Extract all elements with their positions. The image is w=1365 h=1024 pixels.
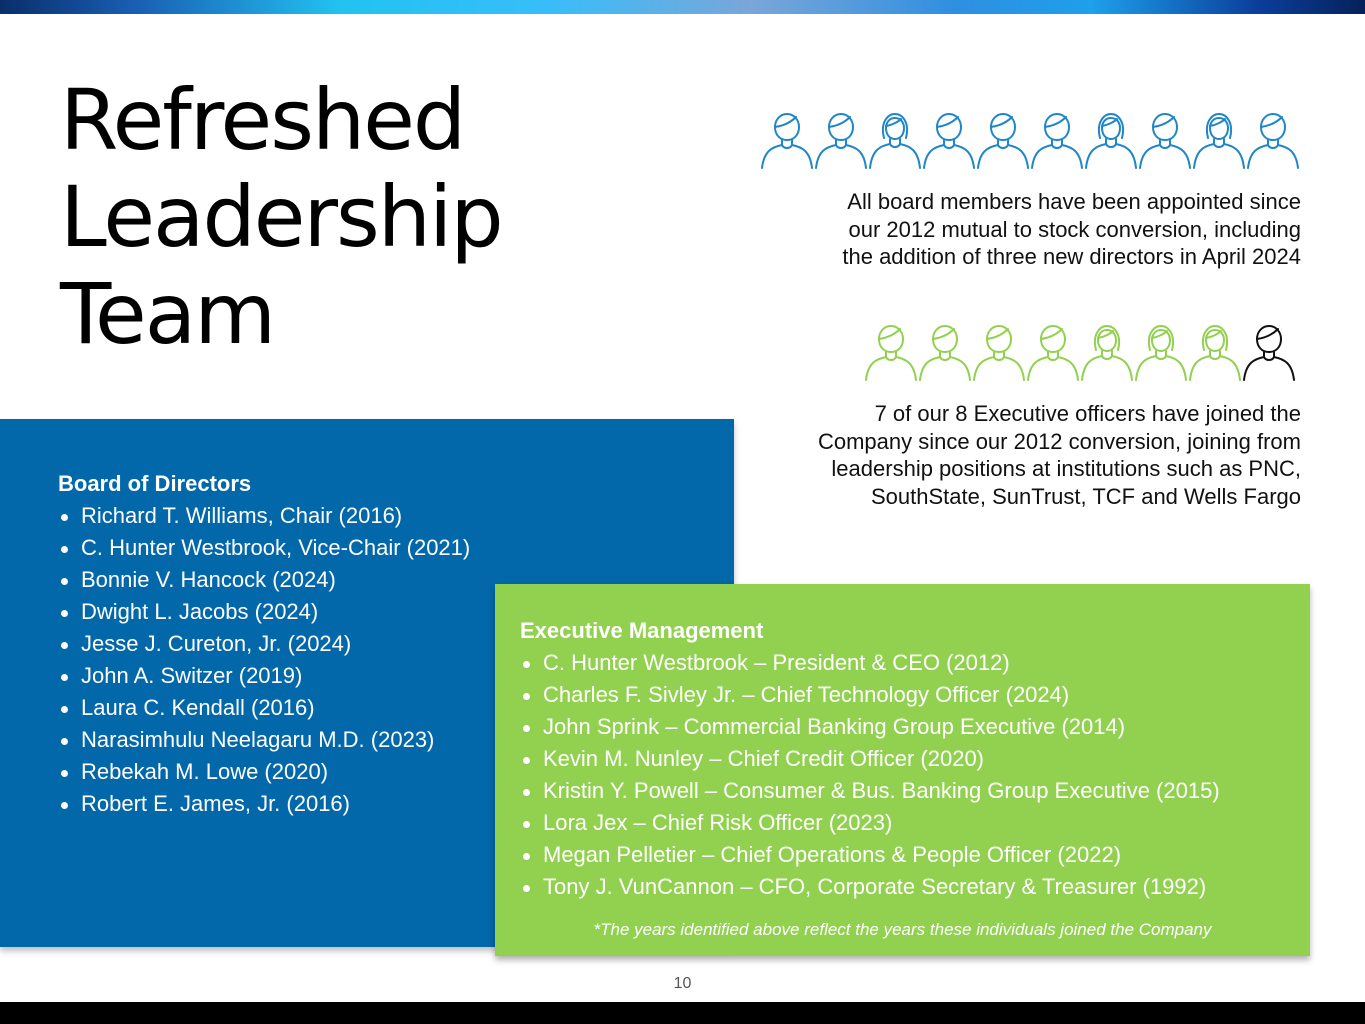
executive-member-item: John Sprink – Commercial Banking Group Executive (2014) <box>520 711 1220 743</box>
male-person-icon <box>922 108 976 170</box>
board-member-item: C. Hunter Westbrook, Vice-Chair (2021) <box>58 532 470 564</box>
executive-officers-icon-row <box>864 320 1296 382</box>
executive-member-item: Tony J. VunCannon – CFO, Corporate Secretary & Treasurer (1992) <box>520 871 1220 903</box>
years-footnote: *The years identified above reflect the years these individuals joined the Company <box>593 920 1212 939</box>
title-line: Team <box>60 265 275 363</box>
female-person-icon <box>1134 320 1188 382</box>
male-person-icon <box>972 320 1026 382</box>
board-member-item: Jesse J. Cureton, Jr. (2024) <box>58 628 470 660</box>
male-person-icon <box>1138 108 1192 170</box>
board-member-item: Bonnie V. Hancock (2024) <box>58 564 470 596</box>
slide-title <box>60 72 502 363</box>
top-accent-bar <box>0 0 1365 14</box>
male-person-icon <box>1242 320 1296 382</box>
female-person-icon <box>1192 108 1246 170</box>
board-member-item: Richard T. Williams, Chair (2016) <box>58 500 470 532</box>
board-members-icon-row <box>760 108 1300 170</box>
board-member-item: Robert E. James, Jr. (2016) <box>58 788 470 820</box>
stat-line: the addition of three new directors in April 2024 <box>842 244 1301 269</box>
executive-heading: Executive Management <box>520 618 764 643</box>
bottom-bar <box>0 1002 1365 1024</box>
male-person-icon <box>760 108 814 170</box>
stat-line: Company since our 2012 conversion, joining from <box>817 428 1301 454</box>
male-person-icon <box>976 108 1030 170</box>
board-member-item: Rebekah M. Lowe (2020) <box>58 756 470 788</box>
board-heading: Board of Directors <box>58 471 252 496</box>
board-member-item: Laura C. Kendall (2016) <box>58 692 470 724</box>
executive-management-list <box>520 615 1220 903</box>
stat-line: All board members have been appointed since <box>847 189 1301 214</box>
male-person-icon <box>864 320 918 382</box>
board-member-item: Dwight L. Jacobs (2024) <box>58 596 470 628</box>
exec-stat-text <box>818 400 1301 510</box>
male-person-icon <box>1026 320 1080 382</box>
executive-member-item: Megan Pelletier – Chief Operations & People Officer (2022) <box>520 839 1220 871</box>
executive-member-item: Lora Jex – Chief Risk Officer (2023) <box>520 807 1220 839</box>
female-person-icon <box>1080 320 1134 382</box>
stat-line: SouthState, SunTrust, TCF and Wells Fargo <box>870 483 1301 509</box>
female-person-icon <box>1084 108 1138 170</box>
executive-member-item: Kristin Y. Powell – Consumer & Bus. Banking Group Executive (2015) <box>520 775 1220 807</box>
stat-line: our 2012 mutual to stock conversion, including <box>848 216 1301 242</box>
male-person-icon <box>814 108 868 170</box>
stat-line: leadership positions at institutions such as PNC, <box>831 456 1301 481</box>
female-person-icon <box>868 108 922 170</box>
board-member-item: Narasimhulu Neelagaru M.D. (2023) <box>58 724 470 756</box>
board-member-item: John A. Switzer (2019) <box>58 660 470 692</box>
executive-member-item: Kevin M. Nunley – Chief Credit Officer (2020) <box>520 743 1220 775</box>
stat-line: 7 of our 8 Executive officers have joined the <box>874 401 1301 426</box>
page-number: 10 <box>673 975 692 992</box>
title-line: Refreshed <box>60 71 465 169</box>
board-stat-text <box>842 188 1301 271</box>
board-of-directors-list <box>58 468 470 820</box>
executive-member-item: C. Hunter Westbrook – President & CEO (2012) <box>520 647 1220 679</box>
male-person-icon <box>1030 108 1084 170</box>
executive-member-item: Charles F. Sivley Jr. – Chief Technology Officer (2024) <box>520 679 1220 711</box>
male-person-icon <box>1246 108 1300 170</box>
title-line: Leadership <box>60 168 502 266</box>
female-person-icon <box>1188 320 1242 382</box>
male-person-icon <box>918 320 972 382</box>
